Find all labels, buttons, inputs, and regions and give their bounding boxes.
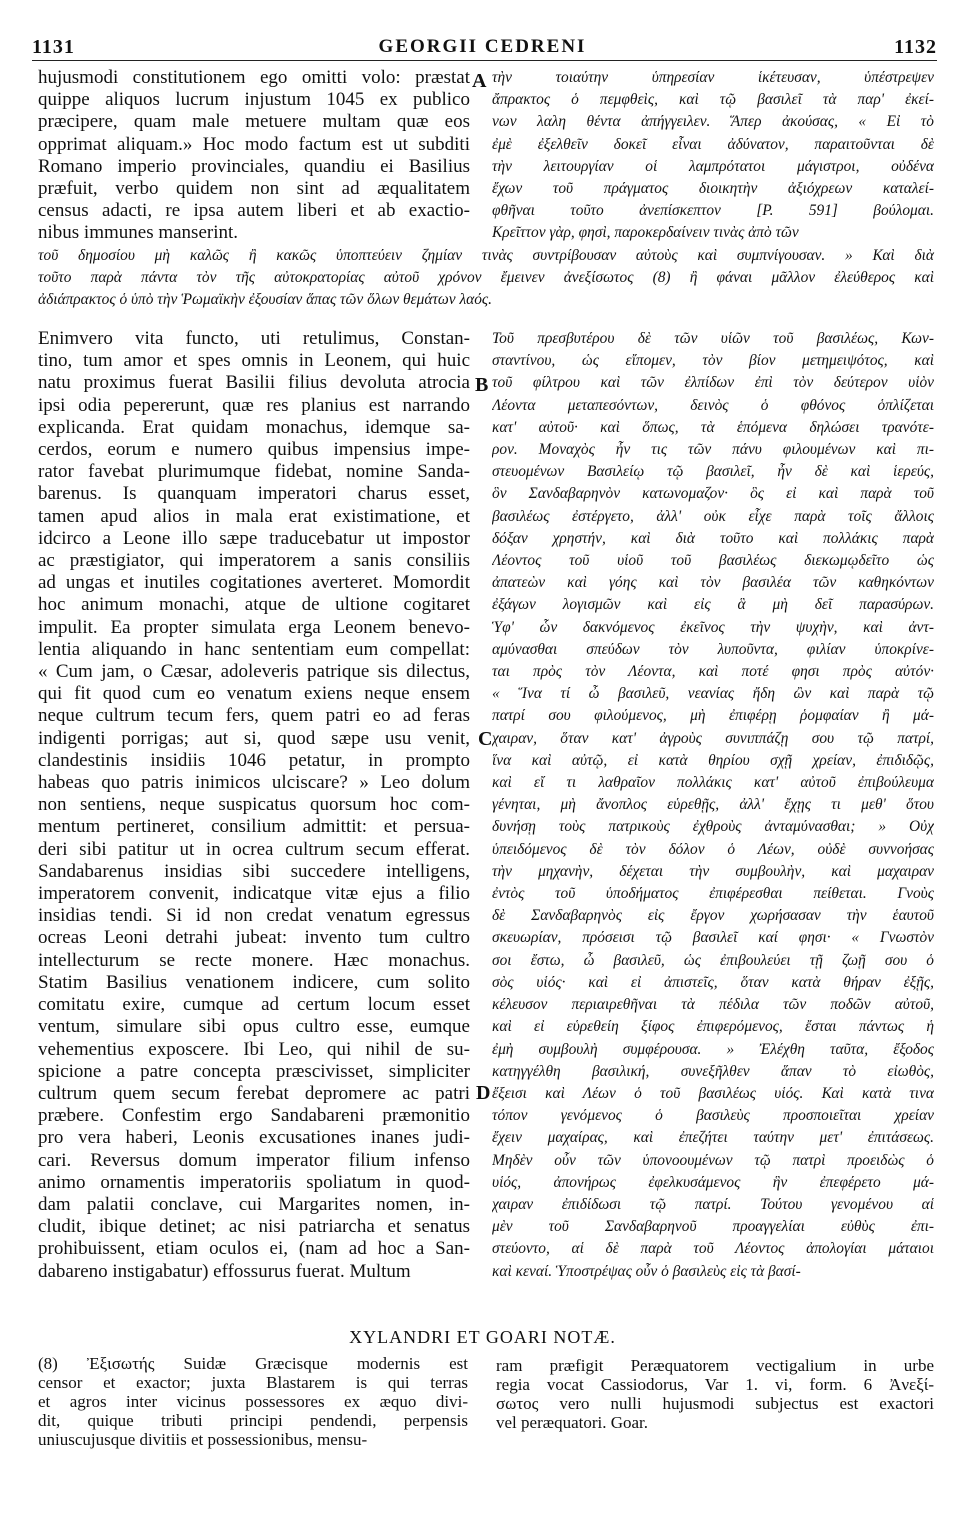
latin-column-block-2	[38, 328, 470, 1283]
text-line: σοι ἔστω, ὦ βασιλεῦ, ὡς ἐπιβουλεύει τῇ ζωῇ σου ὁ	[492, 951, 934, 969]
text-line: insidias tendi. Si id non credat venatum egressus	[38, 905, 470, 927]
text-line: cari. Reversus domum imperator filium infenso	[38, 1149, 470, 1171]
text-line: census adacti, re ipsa autem liberi et ab exactio-	[38, 200, 470, 222]
text-line: Τοῦ πρεσβυτέρου δὲ τῶν υἱῶν τοῦ βασιλέως, Κων-	[492, 330, 934, 347]
text-line: (8) Ἐξισωτής Suidæ Græcisque modernis est	[38, 1354, 468, 1373]
text-line: νων λαλη θέντα ἀπήγγειλεν. Ἅπερ ἀκούσας, « Εἰ τὸ	[492, 113, 934, 131]
text-line: nibus immunes manserint.	[38, 222, 239, 244]
text-line: τόπον γενόμενος ὁ βασιλεὺς προσποιεῖται χρείαν	[492, 1107, 934, 1125]
text-line: τὴν μηχανὴν, δέχεται τὴν συμβουλὴν, καὶ μαχαιραν	[492, 862, 934, 880]
text-line: ὃν Σανδαβαρηνὸν κατωνομαζον· ὃς εἰ καὶ παρὰ τοῦ	[492, 485, 934, 503]
text-line: prohibuissent, etiam oculos ei, (nam ad hoc a San-	[38, 1238, 470, 1260]
text-line: βασιλέως ἐστέργετο, ἀλλ' οὐκ εἶχε παρὰ τοῖς ἄλλοις	[492, 507, 934, 525]
text-line: dabareno instigabatur) effossurus fuerat. Multum	[38, 1260, 411, 1282]
text-line: Μηδὲν οὖν τῶν ὑπονοουμένων τῷ πατρὶ προειδὼς ὁ	[492, 1151, 934, 1169]
text-line: animo ornamentis imperatoriis spoliatum in quod-	[38, 1171, 470, 1193]
note-left-column	[38, 1354, 468, 1449]
text-line: regia vocat Cassiodorus, Var 1. vi, form. 6 Ἀνεξί-	[496, 1375, 934, 1394]
text-line: ocreas Leoni detrahi jubeat: invento tum cultro	[38, 927, 470, 949]
text-line: ad ungas et inutiles cogitationes averteret. Momordit	[38, 572, 470, 594]
text-line: vel peræquatori. Goar.	[496, 1413, 649, 1432]
text-line: ἐντὸς τοῦ ὑποδήματος ἐπιφέρεσθαι πείθεται. Γνοὺς	[492, 885, 934, 903]
page-number-right: 1132	[894, 36, 937, 58]
text-line: neque cultrum tecum fers, quem patri eo ad feras	[38, 705, 470, 727]
text-line: καὶ εἰ εὑρεθείη ξίφος ἐπιφερόμενος, ἔσται πάντως ἡ	[492, 1018, 934, 1036]
text-line: hujusmodi constitutionem ego omitti volo: præstat	[38, 67, 470, 88]
text-line: Sandabarenus insidias sibi succedere intelligens,	[38, 860, 470, 882]
text-line: « Ἵνα τί ὦ βασιλεῦ, νεανίας ἤδη ὢν καὶ παρὰ τῷ	[492, 685, 934, 703]
text-line: υἱός, ἀπονήρως ἐφελκυσάμενος ἣν ἐπεφέρετο μά-	[492, 1173, 934, 1191]
text-line: ἔχειν μαχαίρας, καὶ ἐπεζήτει ταύτην μετ' ἐπιτάσεως.	[492, 1129, 934, 1147]
text-line: Λέοντα μεταπεσόντων, δεινὸς ὁ φθόνος ὁπλίζεται	[492, 396, 934, 414]
text-line: πατρί σου φιλούμενος, μὴ ἐπιφέρῃ ῥομφαίαν ἢ μά-	[492, 707, 934, 725]
text-line: qui fit quod cum eo venatum exiens neque ensem	[38, 683, 470, 705]
text-line: δὲ Σανδαβαρηνὸς εἰς ἔργον χωρήσασαν τὴν ἑαυτοῦ	[492, 907, 934, 925]
text-line: præcipere, quam male metuere multam quæ eos	[38, 111, 470, 133]
text-line: στεύοντο, αἱ δὲ παρὰ τοῦ Λέοντος ἀπολογίαι μάταιοι	[492, 1240, 934, 1258]
text-line: non sentiens, neque suspicatus quorsum hoc com-	[38, 794, 470, 816]
text-line: cludit, ibique detinet; ac nisi patriarcha et senatus	[38, 1216, 470, 1238]
text-line: ἀπατεὼν καὶ γόης καὶ τὸν βασιλέα τῶν καθηκόντων	[492, 574, 934, 592]
text-line: cerdos, eorum e numero quibus impensius impe-	[38, 439, 470, 461]
notes-title: XYLANDRI ET GOARI NOTÆ.	[349, 1327, 616, 1347]
text-line: ac præstigiator, qui imperatorem a sanis consiliis	[38, 550, 470, 572]
text-line: præfuit, verbo quidem non sint ad æqualitatem	[38, 178, 470, 200]
text-line: τοῦτο παρὰ πάντα τὸν τῆς αὐτοκρατορίας αὐτοῦ χρόνον ἔμεινεν ἀνεξίσωτος (8) ἢ φάναι μᾶλλον ἐλεύθερος καὶ	[38, 269, 934, 287]
text-line: αμύνασθαι σπεύδων τὸν λυποῦντα, φιλίαν ὑποκρίνε-	[492, 640, 934, 658]
margin-marker-c: C	[478, 728, 493, 750]
text-line: barenus. Is quanquam imperatori charus esset,	[38, 483, 470, 505]
text-line: idcirco a Leone illo sæpe traducebatur ut impostor	[38, 527, 470, 549]
text-line: lentia aliquando in hanc sententiam eum compellat:	[38, 638, 470, 660]
text-line: σταντίνου, ὡς εἴπομεν, τὸν βίον μετημειψότος, καὶ	[492, 352, 934, 370]
text-line: tino, tum amor et spes omnis in Leonem, qui huic	[38, 350, 470, 372]
text-line: ρον. Μοναχὸς ἦν τις τῶν πάνυ φιλουμένων καὶ πι-	[492, 441, 934, 459]
text-line: μὲν τοῦ Σανδαβαρηνοῦ προαγγελίαι εὐθὺς ἐπι-	[492, 1218, 934, 1236]
text-line: ram præfigit Peræquatorem vectigalium in urbe	[496, 1356, 934, 1375]
margin-marker-a: A	[472, 70, 487, 92]
text-line: Ὑφ' ὧν δακνόμενος ἐκεῖνος τὴν ψυχὴν, καὶ ἀντ-	[492, 618, 934, 636]
text-line: καὶ κεναί. Ὑποστρέψας οὖν ὁ βασιλεὺς εἰς τὰ βασί-	[492, 1262, 801, 1280]
text-line: uniuscujusque divitiis et possessionibus, mensu-	[38, 1430, 368, 1449]
text-line: intellecturum se recte monere. Hæc monachus.	[38, 949, 470, 971]
text-line: vehementius exposcere. Ibi Leo, qui nihil de su-	[38, 1038, 470, 1060]
page-title: GEORGII CEDRENI	[378, 36, 587, 57]
text-line: indigenti porrigas; aut si, quod sæpe usu venit,	[38, 727, 470, 749]
header-rule	[32, 60, 937, 61]
text-line: σωτος vero nulli hujusmodi subjectus est exactori	[496, 1394, 934, 1413]
text-line: pro vera haberi, Leonis excusationes inanes judi-	[38, 1127, 470, 1149]
text-line: ipsi odia pepererunt, quæ res planius est narrando	[38, 394, 470, 416]
text-line: mentum pertineret, consilium admittit: et persua-	[38, 816, 470, 838]
text-line: ventum, simulare sibi opus cultro esse, eumque	[38, 1016, 470, 1038]
text-line: δόξαν χρηστήν, καὶ διὰ τοῦτο καὶ πολλάκις παρὰ	[492, 529, 934, 547]
text-line: χαιραν, ὅταν κατ' ἀγροὺς συνιππάζῃ σου τῷ πατρί,	[492, 729, 934, 747]
margin-marker-b: B	[475, 374, 489, 396]
text-line: καὶ εἴ τι λαθραῖον πολλάκις κατ' αὐτοῦ ἐπιβούλευμα	[492, 774, 934, 792]
text-line: στευομένων Βασιλείῳ τῷ βασιλεῖ, ἦν δὲ καὶ ἱερεύς,	[492, 463, 934, 481]
margin-marker-d: D	[476, 1082, 491, 1104]
text-line: dit, quique tributi principi pendendi, perpensis	[38, 1411, 468, 1430]
text-line: impulit. Ea propter simulata erga Leonem benevo-	[38, 616, 470, 638]
text-line: quippe aliquos lucrum injustum 1045 ex publico	[38, 89, 470, 111]
text-line: σὸς υἱός· καὶ εἰ ἀπιστεῖς, ὅταν κατὰ θήραν ἐξῇς,	[492, 973, 934, 991]
text-line: hoc animum monachi, atque de ultione cogitaret	[38, 594, 470, 616]
text-line: ἵνα καὶ αὐτῷ, εἰ κατὰ θηρίου σχῇ χρείαν, ἐπιδιδῷς,	[492, 751, 934, 769]
text-line: explicanda. Erat quidam monachus, idemque sa-	[38, 416, 470, 438]
text-line: φθῆναι τοῦτο ἀνεπίσκεπτον [P. 591] βούλομαι.	[492, 202, 934, 220]
page-number-left: 1131	[32, 36, 75, 58]
text-line: habeas quo patris inimicos ulciscare? » Leo dolum	[38, 772, 470, 794]
text-line: κέλευσον περιαιρεθῆναι τὰ πέδιλα τῶν ποδῶν αὐτοῦ,	[492, 996, 934, 1014]
text-line: κατηγγέλθη βασιλική, συνεξῆλθεν ἅπαν τὸ εἰωθὸς,	[492, 1062, 934, 1080]
text-line: Statim Basilius venationem indicere, cum solito	[38, 971, 470, 993]
text-line: opprimat aliquam.» Hoc modo factum est ut subditi	[38, 133, 470, 155]
latin-column-block-1	[38, 67, 470, 245]
text-line: ἄπρακτος ὁ πεμφθεὶς, καὶ τῷ βασιλεῖ τὰ παρ' ἐκεί-	[492, 91, 934, 109]
text-line: et agros inter vicinus possessores ex æquo divi-	[38, 1392, 468, 1411]
text-line: Κρεῖττον γὰρ, φησὶ, παροκερδαίνειν τινὰς ἀπὸ τῶν	[492, 224, 799, 242]
text-line: clandestinis insidiis 1046 petatur, in prompto	[38, 749, 470, 771]
text-line: ται πρὸς τὸν Λέοντα, καὶ ποτέ φησι πρὸς αὐτόν·	[492, 663, 934, 681]
text-line: comitatu exire, cumque ad certum locum esset	[38, 994, 470, 1016]
text-line: deri sibi patitur ut in ocrea cultrum secum efferat.	[38, 838, 470, 860]
text-line: ὑπειδόμενος δὲ τὸν δόλον ὁ Λέων, οὐδὲ συννοήσας	[492, 840, 934, 858]
greek-column-block-1	[492, 67, 934, 245]
text-line: Λέοντος τοῦ υἱοῦ τοῦ βασιλέως διεκωμῳδεῖτο ὡς	[492, 552, 934, 570]
note-right-column	[496, 1356, 934, 1432]
text-line: ἀδιάπρακτος ὁ ὑπὸ τὴν Ῥωμαϊκὴν ἐξουσίαν ἅπας τῶν ὅλων θεμάτων λαός.	[38, 291, 493, 309]
text-line: Romano imperio provinciales, quandiu ei Basilius	[38, 155, 470, 177]
text-line: cultrum quem secum ferebat depromere ac patri	[38, 1082, 470, 1104]
text-line: δυνήσῃ τοὺς πατρικοὺς ἐχθροὺς ἀνταμύνασθαι; » Οὐχ	[492, 818, 934, 836]
text-line: τὴν λειτουργίαν οἱ λαμπρότατοι μάγιστροι, οὐδένα	[492, 157, 934, 175]
text-line: τοῦ φίλτρου καὶ τῶν ἐλπίδων ἐπὶ τὸν δεύτερον υἱὸν	[492, 374, 934, 392]
text-line: tamen apud alios in mala erat existimatione, et	[38, 505, 470, 527]
text-line: dam palatii conclave, cui Margarites nomen, in-	[38, 1193, 470, 1215]
text-line: τοῦ δημοσίου μὴ καλῶς ἢ κακῶς ὑποπτεύειν ζημίαν τινὰς συντρίβουσαν αὐτοὺς καὶ συμπνίγουσαν. » Καὶ διὰ	[38, 247, 934, 264]
text-line: ἐμὲ ἐξελθεῖν δοκεῖ εἶναι ἀδύνατον, παραιτοῦνται δὲ	[492, 135, 934, 153]
text-line: imperatorem convenit, indicatque vitæ ejus a filio	[38, 883, 470, 905]
text-line: ἐμὴ συμβουλὴ συμφέρουσα. » Ἐλέχθη ταῦτα, ἔξοδος	[492, 1040, 934, 1058]
text-line: Enimvero vita functo, uti retulimus, Constan-	[38, 328, 470, 349]
text-line: γένηται, μὴ ἄνοπλος εὑρεθῇς, ἀλλ' ἔχῃς τι μεθ' ὅτου	[492, 796, 934, 814]
text-line: ἔξεισι καὶ Λέων ὁ τοῦ βασιλέως υἱός. Καὶ κατὰ τινα	[492, 1084, 934, 1102]
text-line: spicione a patre concepta præscivisset, simpliciter	[38, 1060, 470, 1082]
text-line: natu proximus fuerat Basilii filius devoluta atrocia	[38, 372, 470, 394]
greek-column-block-2	[492, 328, 934, 1283]
text-line: ἐξάγων λογισμῶν καὶ εἰς ἃ μὴ δεῖ παρασύρων.	[492, 596, 934, 614]
text-line: τὴν τοιαύτην ὑπηρεσίαν ἱκέτευσαν, ὑπέστρεψεν	[492, 69, 934, 86]
text-line: censor et exactor; juxta Blastarem is qui terras	[38, 1373, 468, 1392]
text-line: ἔχων τοῦ πράγματος διοικητὴν ἀξιόχρεων καταλεί-	[492, 180, 934, 198]
greek-full-width-passage	[38, 245, 934, 312]
text-line: κατ' αὐτοῦ· καὶ ὅπως, τὰ ἑπόμενα δηλώσει τρανότε-	[492, 418, 934, 436]
text-line: « Cum jam, o Cæsar, adoleveris patrique sis dilectus,	[38, 661, 470, 683]
text-line: rator favebat plurimumque fidebat, nomine Sanda-	[38, 461, 470, 483]
text-line: præbere. Confestim ergo Sandabareni præmonitio	[38, 1105, 470, 1127]
text-line: σκευωρίαν, πρόσεισι τῷ βασιλεῖ καί φησι· « Γνωστὸν	[492, 929, 934, 947]
text-line: χαιραν ἐπιδίδωσι τῷ πατρί. Τούτου γενομένου αἱ	[492, 1195, 934, 1213]
